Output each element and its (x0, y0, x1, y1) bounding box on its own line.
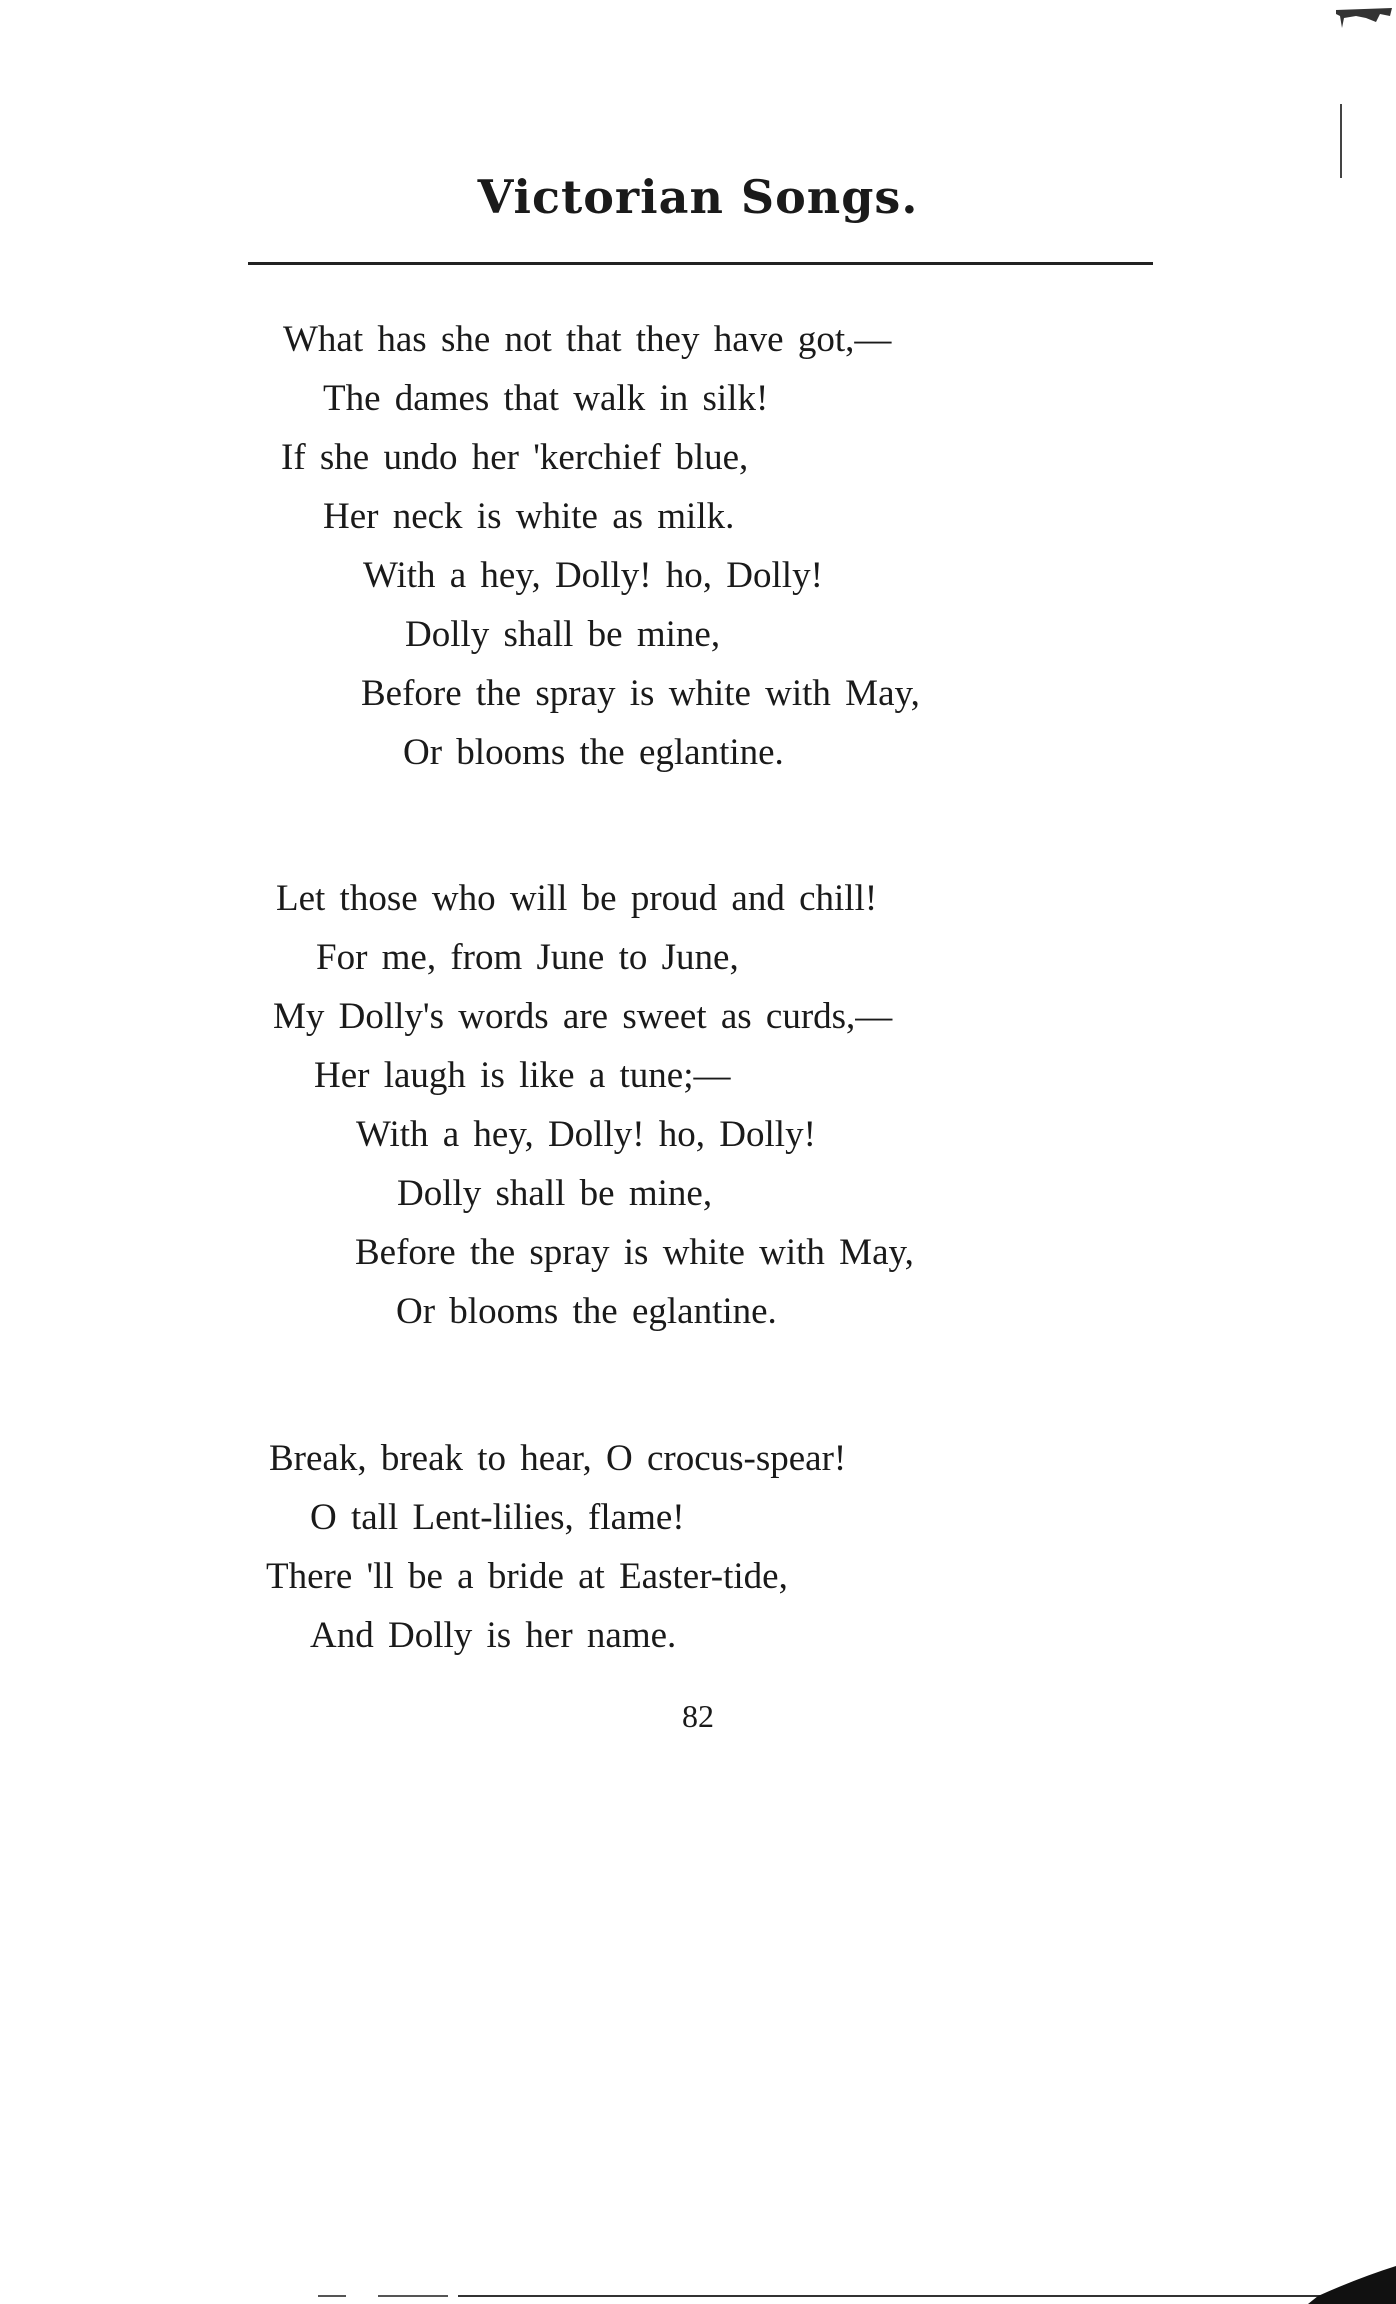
verse-line: Before the spray is white with May, (361, 673, 920, 714)
verse-line: Break, break to hear, O crocus-spear! (269, 1438, 847, 1479)
verse-line: Or blooms the eglantine. (396, 1291, 777, 1332)
scan-artifact-top-corner (1336, 8, 1392, 30)
verse-line: Dolly shall be mine, (397, 1173, 713, 1214)
verse-line: The dames that walk in silk! (323, 378, 769, 419)
verse-line: For me, from June to June, (316, 937, 739, 978)
verse-line: With a hey, Dolly! ho, Dolly! (363, 555, 823, 596)
verse-line: And Dolly is her name. (310, 1615, 677, 1656)
verse-line: Her neck is white as milk. (323, 496, 735, 537)
verse-line: Or blooms the eglantine. (403, 732, 784, 773)
header-rule (248, 262, 1153, 265)
verse-line: There 'll be a bride at Easter-tide, (266, 1556, 788, 1597)
verse-line: What has she not that they have got,— (283, 319, 892, 360)
page-number: 82 (682, 1698, 714, 1734)
verse-line: Before the spray is white with May, (355, 1232, 914, 1273)
verse-line: Her laugh is like a tune;— (314, 1055, 731, 1096)
verse-line: My Dolly's words are sweet as curds,— (273, 996, 893, 1037)
running-title: Victorian Songs. (477, 170, 919, 224)
scan-artifact-bottom-edge (318, 2258, 1396, 2304)
scan-artifact-edge-line (1340, 104, 1342, 178)
verse-line: With a hey, Dolly! ho, Dolly! (356, 1114, 816, 1155)
verse-line: Dolly shall be mine, (405, 614, 721, 655)
verse-line: Let those who will be proud and chill! (276, 878, 878, 919)
verse-line: O tall Lent-lilies, flame! (310, 1497, 685, 1538)
verse-line: If she undo her 'kerchief blue, (281, 437, 749, 478)
